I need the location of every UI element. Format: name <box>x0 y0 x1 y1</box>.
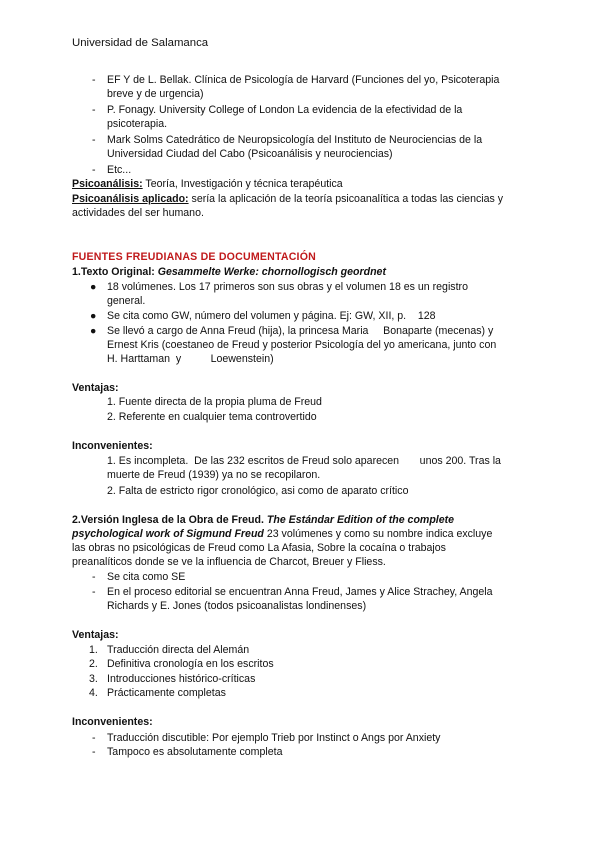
term-label: Psicoanálisis: <box>72 178 143 190</box>
list-item: Etc... <box>107 164 132 176</box>
term-text: sería la aplicación de la teoría psicoanalítica a todas las ciencias y <box>188 193 504 205</box>
s2-inconv: Tampoco es absolutamente completa <box>107 746 283 758</box>
dash-marker: - <box>92 134 96 146</box>
list-item: EF Y de L. Bellak. Clínica de Psicología de Harvard (Funciones del yo, Psicoterapia <box>107 74 500 86</box>
s1-ventajas-label: Ventajas: <box>72 382 119 394</box>
list-item: Mark Solms Catedrático de Neuropsicología del Instituto de Neurociencias de la <box>107 134 483 146</box>
s2-dash-item: En el proceso editorial se encuentran Anna Freud, James y Alice Strachey, Angela <box>107 586 493 598</box>
number-marker: 2. <box>89 658 98 670</box>
s2-inconv: Traducción discutible: Por ejemplo Trieb por Instinct o Angs por Anxiety <box>107 732 441 744</box>
term-label: Psicoanálisis aplicado: <box>72 193 189 205</box>
list-item: P. Fonagy. University College of London La evidencia de la efectividad de la <box>107 104 463 116</box>
s2-dash-item-cont: Richards y E. Jones (todos psicoanalistas londinenses) <box>107 600 367 612</box>
s2-ventaja: Prácticamente completas <box>107 687 226 699</box>
term-text: Teoría, Investigación y técnica terapéutica <box>142 178 343 190</box>
section-title: FUENTES FREUDIANAS DE DOCUMENTACIÓN <box>72 251 316 263</box>
definition-aplicado-cont: actividades del ser humano. <box>72 207 204 219</box>
s1-inconv-label: Inconvenientes: <box>72 440 153 452</box>
list-item-cont: Universidad Ciudad del Cabo (Psicoanálisis y neurociencias) <box>107 148 393 160</box>
s2-ventajas-label: Ventajas: <box>72 629 119 641</box>
s1-prefix: 1.Texto Original: <box>72 266 155 278</box>
list-item-cont: psicoterapia. <box>107 118 168 130</box>
s1-inconv-cont: muerte de Freud (1939) ya no se recopilaron. <box>107 469 321 481</box>
s1-inconv: 1. Es incompleta. De las 232 escritos de Freud solo aparecen unos 200. Tras la <box>107 455 501 467</box>
s1-bullet-cont: Ernest Kris (coestaneo de Freud y posterior Psicología del yo americana, junto con <box>107 339 497 351</box>
s2-dash-item: Se cita como SE <box>107 571 186 583</box>
dash-marker: - <box>92 571 96 583</box>
s2-text: las obras no psicológicas de Freud como La Afasia, Sobre la cocaína o trabajos <box>72 542 446 554</box>
s2-text: preanalíticos donde se ve la influencia de Charcot, Breuer y Fliess. <box>72 556 386 568</box>
s1-bullet: Se llevó a cargo de Anna Freud (hija), la princesa Maria Bonaparte (mecenas) y <box>107 325 494 337</box>
definition-aplicado <box>72 192 503 206</box>
definition-psicoanalisis <box>72 177 343 191</box>
number-marker: 1. <box>89 644 98 656</box>
number-marker: 3. <box>89 673 98 685</box>
s2-heading <box>72 513 454 527</box>
bullet-marker: ● <box>90 281 97 293</box>
dash-marker: - <box>92 104 96 116</box>
number-marker: 4. <box>89 687 98 699</box>
dash-marker: - <box>92 164 96 176</box>
s2-inconv-label: Inconvenientes: <box>72 716 153 728</box>
s2-heading-cont <box>72 527 492 541</box>
s1-bullet-cont: general. <box>107 295 146 307</box>
s1-bullet-cont: H. Harttaman y Loewenstein) <box>107 353 274 365</box>
s2-title-cont: psychological work of Sigmund Freud <box>72 528 264 540</box>
bullet-marker: ● <box>90 325 97 337</box>
s1-bullet: 18 volúmenes. Los 17 primeros son sus obras y el volumen 18 es un registro <box>107 281 468 293</box>
s2-ventaja: Traducción directa del Alemán <box>107 644 250 656</box>
s2-prefix: 2.Versión Inglesa de la Obra de Freud. <box>72 514 264 526</box>
s1-bullet: Se cita como GW, número del volumen y página. Ej: GW, XII, p. 128 <box>107 310 436 322</box>
s1-heading <box>72 265 386 279</box>
s1-ventaja: 1. Fuente directa de la propia pluma de Freud <box>107 396 322 408</box>
bullet-marker: ● <box>90 310 97 322</box>
s2-ventaja: Introducciones histórico-críticas <box>107 673 256 685</box>
dash-marker: - <box>92 746 96 758</box>
s2-ventaja: Definitiva cronología en los escritos <box>107 658 274 670</box>
list-item-cont: breve y de urgencia) <box>107 88 204 100</box>
dash-marker: - <box>92 586 96 598</box>
dash-marker: - <box>92 74 96 86</box>
s1-title: Gesammelte Werke: chornollogisch geordnet <box>157 266 386 278</box>
s1-inconv: 2. Falta de estricto rigor cronológico, asi como de aparato crítico <box>107 485 409 497</box>
s2-title: The Estándar Edition of the complete <box>266 514 455 526</box>
dash-marker: - <box>92 732 96 744</box>
s2-text: 23 volúmenes y como su nombre indica excluye <box>263 528 493 540</box>
page-header: Universidad de Salamanca <box>72 37 209 49</box>
s1-ventaja: 2. Referente en cualquier tema controvertido <box>107 411 317 423</box>
